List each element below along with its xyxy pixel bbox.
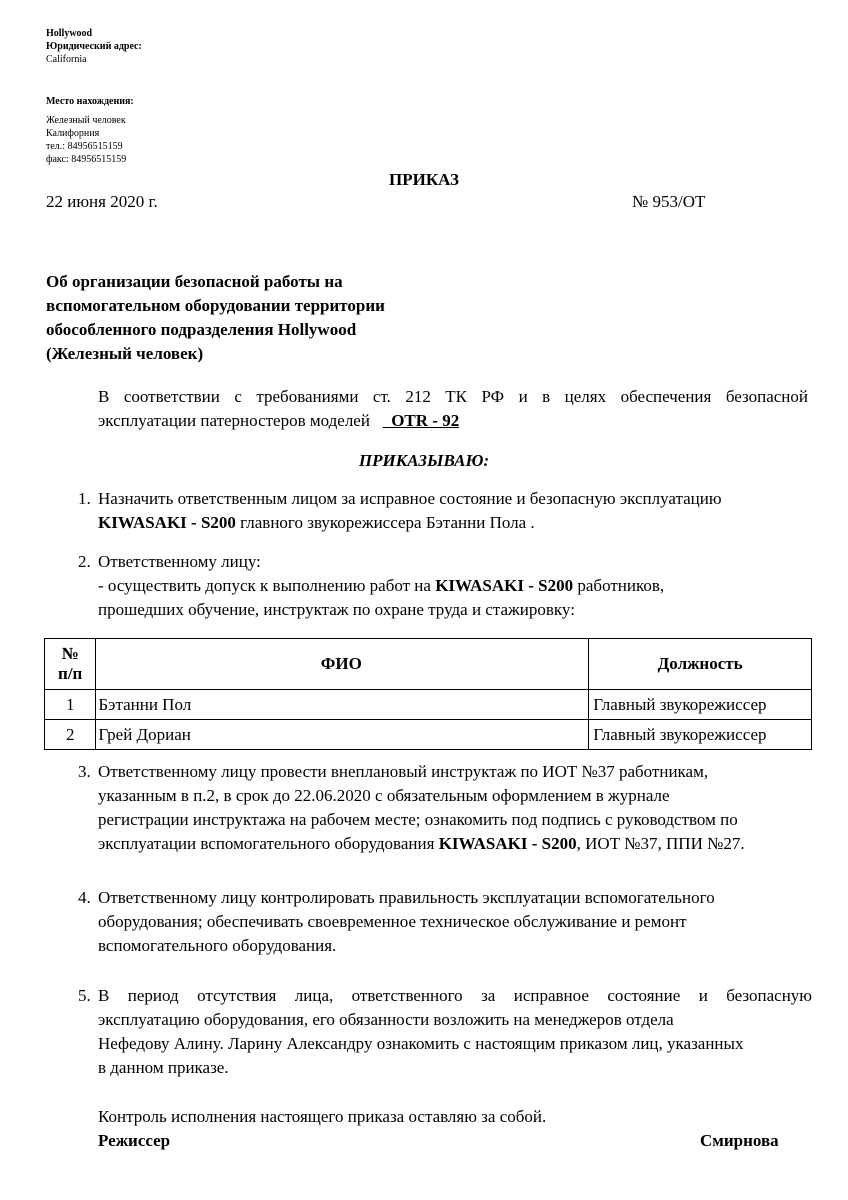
location-line-1: Железный человек [46, 115, 126, 126]
signer-title: Режиссер [98, 1131, 171, 1150]
order-item-5 [78, 984, 812, 1080]
org-name: Hollywood [46, 28, 93, 39]
document-title: ПРИКАЗ [389, 170, 459, 189]
table-header-row [45, 639, 812, 690]
subject-line: обособленного подразделения Hollywood [46, 320, 357, 339]
item-3-line-2: указанным в п.2, в срок до 22.06.2020 с обязательным оформлением в журнале [98, 786, 670, 805]
phone: тел.: 84956515159 [46, 141, 123, 152]
order-number: № 953/ОТ [632, 192, 706, 211]
equipment-name: KIWASAKI - S200 [98, 513, 236, 532]
item-number: 3. [78, 762, 91, 781]
item-number: 1. [78, 489, 91, 508]
item-3-line-3: регистрации инструктажа на рабочем месте; ознакомить под подпись с руководством по [98, 810, 738, 829]
item-2-line-2-suffix: работников, [577, 576, 665, 595]
cell-position: Главный звукорежиссер [589, 720, 812, 750]
item-1-line-2 [98, 511, 812, 535]
item-3-line-4-suffix: , ИОТ №37, ППИ №27. [576, 834, 745, 853]
item-5-line-1: В период отсутствия лица, ответственного за исправное состояние и безопасную [98, 986, 812, 1005]
item-4-line-3: вспомогательного оборудования. [98, 936, 337, 955]
header-name: ФИО [96, 639, 589, 690]
item-5-line-2: эксплуатацию оборудования, его обязанности возложить на менеджеров отдела [98, 1010, 674, 1029]
preamble-model: OTR - 92 [391, 411, 460, 430]
item-2-line-2-prefix: - осуществить допуск к выполнению работ на [98, 576, 431, 595]
workers-table [44, 638, 812, 750]
header-position: Должность [589, 639, 812, 690]
item-number: 4. [78, 888, 91, 907]
order-date: 22 июня 2020 г. [46, 192, 158, 211]
cell-num: 2 [45, 720, 96, 750]
item-3-line-4 [98, 832, 812, 856]
order-item-3 [78, 760, 812, 856]
item-number: 5. [78, 986, 91, 1005]
order-item-1 [78, 487, 812, 535]
item-1-line-1: Назначить ответственным лицом за исправное состояние и безопасную эксплуатацию [98, 489, 722, 508]
signer-name: Смирнова [700, 1131, 779, 1150]
subject-line: (Железный человек) [46, 344, 204, 363]
item-4-line-2: оборудования; обеспечивать своевременное техническое обслуживание и ремонт [98, 912, 687, 931]
header-num: № п/п [45, 639, 96, 690]
cell-name: Бэтанни Пол [96, 690, 589, 720]
cell-num: 1 [45, 690, 96, 720]
item-number: 2. [78, 552, 91, 571]
table-row [45, 690, 812, 720]
order-word: ПРИКАЗЫВАЮ: [358, 451, 490, 470]
location-label: Место нахождения: [46, 96, 134, 107]
cell-name: Грей Дориан [96, 720, 589, 750]
item-5-line-3: Нефедову Алину. Ларину Александру ознакомить с настоящим приказом лиц, указанных [98, 1034, 744, 1053]
fax: факс: 84956515159 [46, 154, 127, 165]
item-2-line-1: Ответственному лицу: [98, 552, 261, 571]
order-item-2 [78, 550, 812, 622]
cell-position: Главный звукорежиссер [589, 690, 812, 720]
control-text: Контроль исполнения настоящего приказа оставляю за собой. [98, 1107, 547, 1126]
equipment-name: KIWASAKI - S200 [438, 834, 577, 853]
location-line-2: Калифорния [46, 128, 100, 139]
preamble-line-2-text: эксплуатации патерностеров моделей [98, 411, 370, 430]
item-1-line-2-text: главного звукорежиссера Бэтанни Пола . [240, 513, 535, 532]
legal-address-label: Юридический адрес: [46, 41, 142, 52]
subject-line: Об организации безопасной работы на [46, 272, 343, 291]
order-item-4 [78, 886, 812, 958]
preamble [98, 385, 808, 433]
item-5-line-4: в данном приказе. [98, 1058, 229, 1077]
legal-address: California [46, 54, 87, 65]
order-subject [46, 270, 466, 366]
equipment-name: KIWASAKI - S200 [435, 576, 574, 595]
preamble-line-2 [98, 409, 808, 433]
item-3-line-1: Ответственному лицу провести внеплановый инструктаж по ИОТ №37 работникам, [98, 762, 709, 781]
table-row [45, 720, 812, 750]
item-4-line-1: Ответственному лицу контролировать правильность эксплуатации вспомогательного [98, 888, 715, 907]
preamble-line-1: В соответствии с требованиями ст. 212 ТК РФ и в целях обеспечения безопасной [98, 387, 808, 406]
item-2-line-2 [98, 574, 812, 598]
subject-line: вспомогательном оборудовании территории [46, 296, 385, 315]
item-2-line-3: прошедших обучение, инструктаж по охране труда и стажировку: [98, 600, 575, 619]
item-3-line-4-prefix: эксплуатации вспомогательного оборудования [98, 834, 435, 853]
